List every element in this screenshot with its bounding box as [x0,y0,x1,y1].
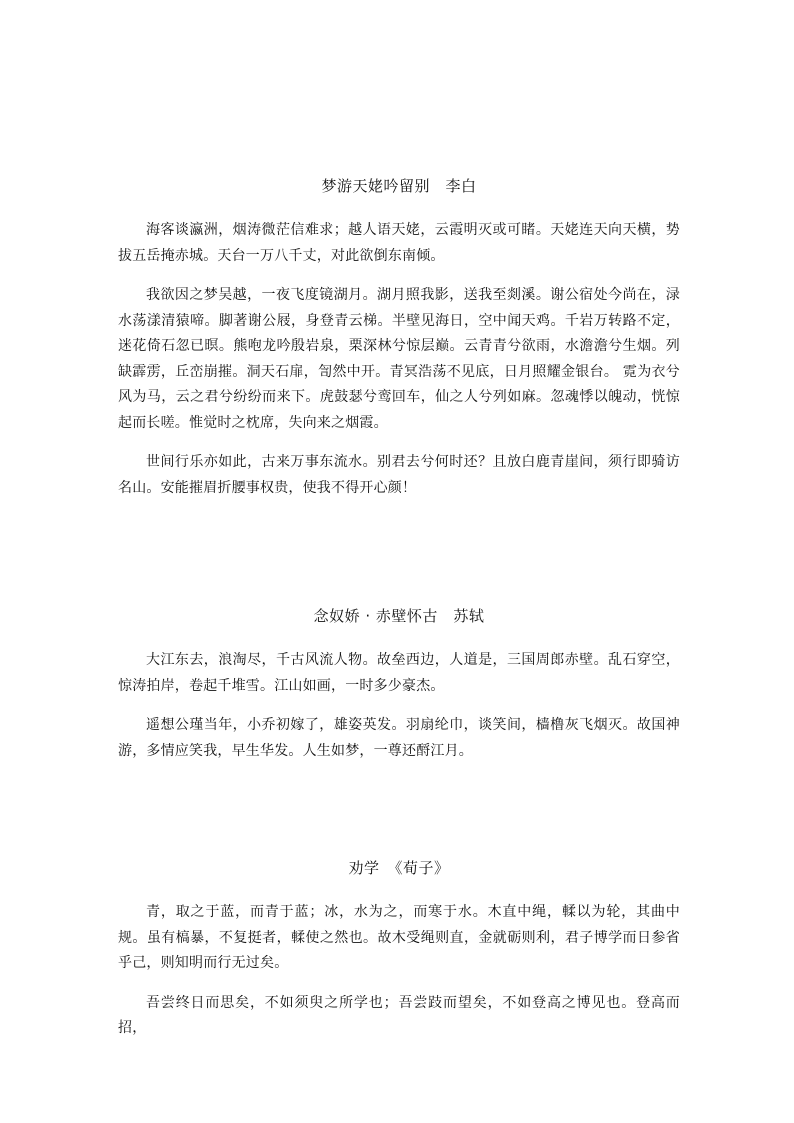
poem-section-1 [118,176,680,515]
poem-paragraph: 海客谈瀛洲，烟涛微茫信难求；越人语天姥，云霞明灭或可睹。天姥连天向天横，势拔五岳掩赤城。天台一万八千丈，对此欲倒东南倾。 [118,222,680,264]
poem-title: 念奴娇 · 赤壁怀古 苏轼 [313,607,485,625]
poem-paragraph: 世间行乐亦如此，古来万事东流水。别君去兮何时还？且放白鹿青崖间，须行即骑访名山。安能摧眉折腰事权贵，使我不得开心颜！ [118,454,680,496]
poem-section-2 [118,606,680,778]
poem-paragraph: 大江东去，浪淘尽，千古风流人物。故垒西边，人道是，三国周郎赤壁。乱石穿空，惊涛拍岸，卷起千堆雪。江山如画，一时多少豪杰。 [118,652,680,694]
poem-paragraph: 吾尝终日而思矣，不如须臾之所学也；吾尝跂而望矣，不如登高之博见也。登高而招， [118,994,680,1036]
poem-title: 梦游天姥吟留别 李白 [321,177,477,195]
poem-section-3 [118,858,680,1056]
poem-paragraph: 我欲因之梦吴越，一夜飞度镜湖月。湖月照我影，送我至剡溪。谢公宿处今尚在，渌水荡漾清猿啼。脚著谢公屐，身登青云梯。半壁见海日，空中闻天鸡。千岩万转路不定，迷花倚石忽已暝。熊咆龙吟殷岩泉，栗深林兮惊层巅。云青青兮欲雨，水澹澹兮生烟。列缺霹雳，丘峦崩摧。洞天石扉，訇然中开。青冥浩荡不见底，日月照耀金银台。 霓为衣兮风为马，云之君兮纷纷而来下。虎鼓瑟兮鸾回车，仙之人兮列如麻。忽魂悸以魄动，恍惊起而长嗟。惟觉时之枕席，失向来之烟霞。 [118,287,680,431]
poem-title: 劝学 《荀子》 [348,859,450,877]
poem-paragraph: 青，取之于蓝，而青于蓝；冰，水为之，而寒于水。木直中绳，輮以为轮，其曲中规。虽有槁暴，不复挺者，輮使之然也。故木受绳则直，金就砺则利，君子博学而日参省乎己，则知明而行无过矣。 [118,904,680,971]
poem-paragraph: 遥想公瑾当年，小乔初嫁了，雄姿英发。羽扇纶巾，谈笑间，樯橹灰飞烟灭。故国神游，多情应笑我，早生华发。人生如梦，一尊还酹江月。 [118,717,680,759]
